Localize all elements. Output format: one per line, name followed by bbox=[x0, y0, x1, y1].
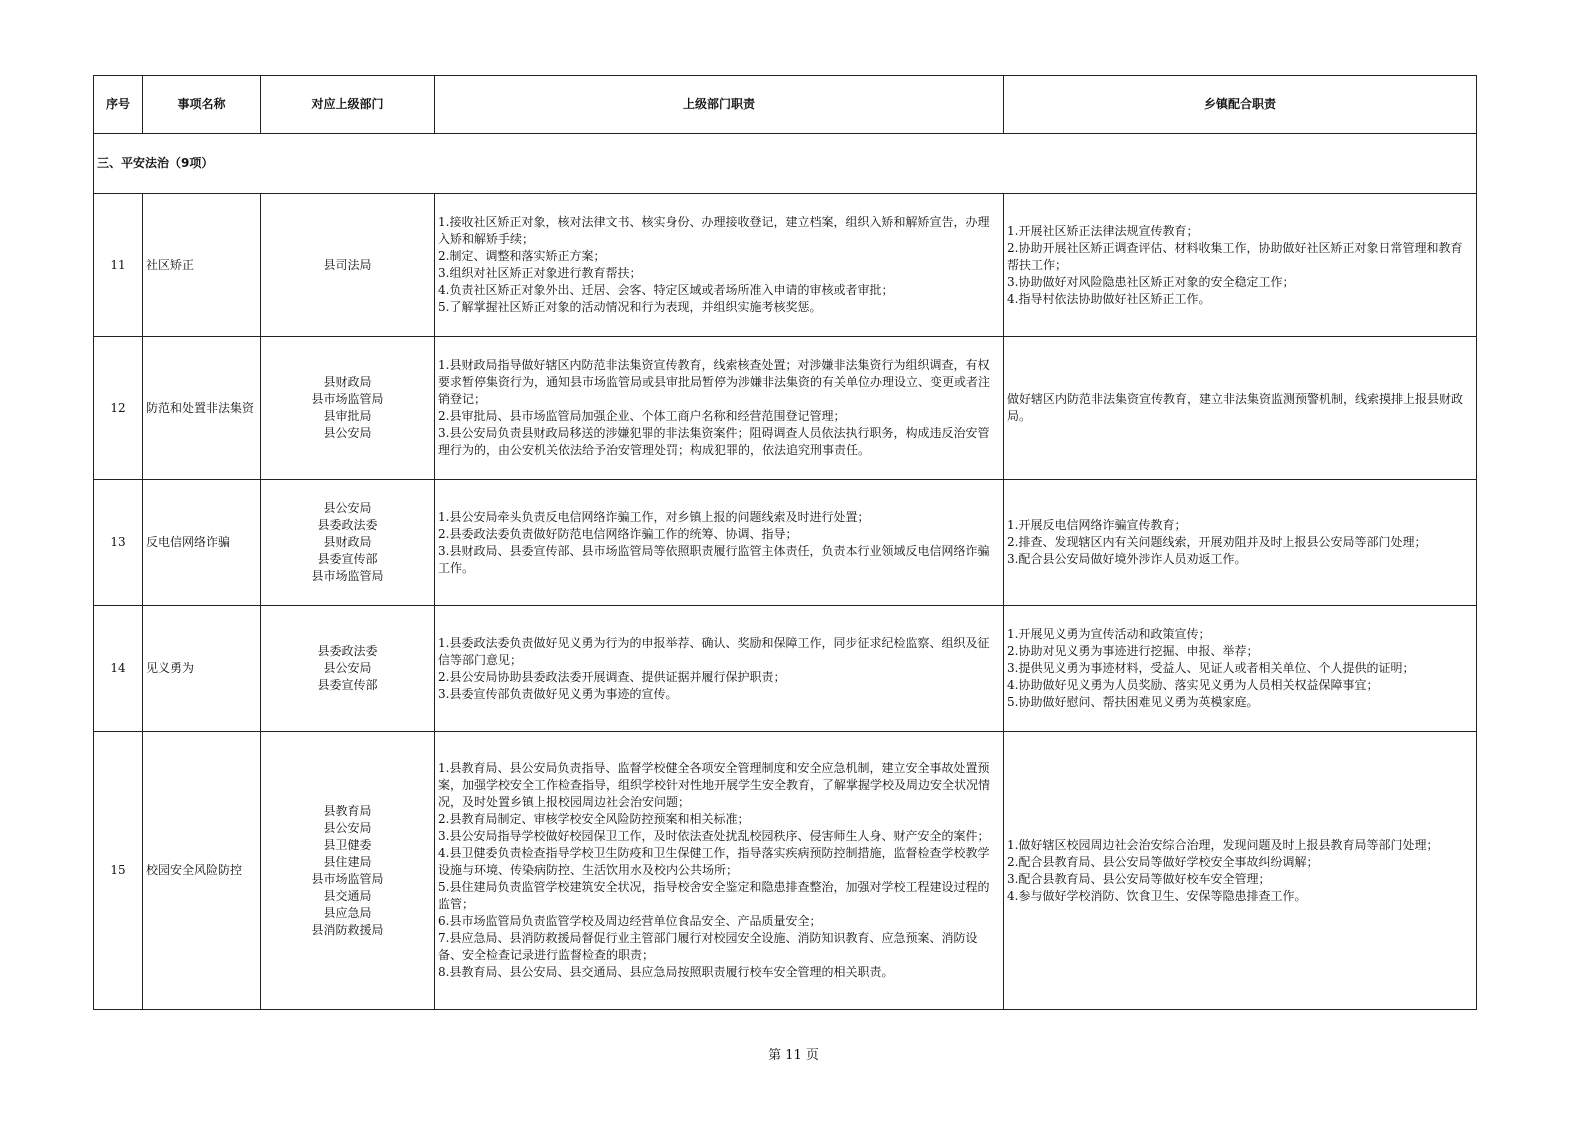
header-town-duties: 乡镇配合职责 bbox=[1004, 76, 1477, 134]
department-cell-line: 县住建局 bbox=[323, 854, 372, 869]
item-name: 见义勇为 bbox=[143, 606, 261, 732]
town-duties-cell bbox=[1004, 337, 1477, 480]
upper-duties-cell-line: 5.县住建局负责监管学校建筑安全状况，指导校舍安全鉴定和隐患排查整治，加强对学校工程建设过程的监管； bbox=[438, 880, 990, 911]
department-cell-line: 县公安局 bbox=[323, 501, 372, 515]
department-cell-line: 县司法局 bbox=[323, 257, 372, 272]
table-row bbox=[94, 337, 1477, 480]
item-name: 校园安全风险防控 bbox=[143, 732, 261, 1010]
town-duties-cell-line: 1.做好辖区校园周边社会治安综合治理，发现问题及时上报县教育局等部门处理； bbox=[1007, 837, 1439, 852]
upper-duties-cell-line: 2.制定、调整和落实矫正方案； bbox=[438, 249, 606, 263]
responsibility-table bbox=[93, 75, 1477, 1010]
department-cell-line: 县财政局 bbox=[323, 375, 372, 389]
upper-duties-cell-line: 1.县公安局牵头负责反电信网络诈骗工作，对乡镇上报的问题线索及时进行处置； bbox=[438, 509, 870, 524]
header-no: 序号 bbox=[94, 76, 143, 134]
town-duties-cell-line: 2.协助开展社区矫正调查评估、材料收集工作，协助做好社区矫正对象日常管理和教育帮扶工作； bbox=[1007, 240, 1463, 272]
department-cell bbox=[261, 480, 435, 606]
header-upper-duties: 上级部门职责 bbox=[435, 76, 1004, 134]
town-duties-cell-line: 1.开展反电信网络诈骗宣传教育； bbox=[1007, 518, 1187, 532]
row-number: 11 bbox=[94, 194, 143, 337]
upper-duties-cell bbox=[435, 194, 1004, 337]
item-name: 反电信网络诈骗 bbox=[143, 480, 261, 606]
town-duties-cell bbox=[1004, 732, 1477, 1010]
department-cell bbox=[261, 337, 435, 480]
town-duties-cell-line: 做好辖区内防范非法集资宣传教育，建立非法集资监测预警机制，线索摸排上报县财政局。 bbox=[1007, 392, 1464, 423]
upper-duties-cell-line: 5.了解掌握社区矫正对象的活动情况和行为表现，并组织实施考核奖惩。 bbox=[438, 300, 822, 314]
town-duties-cell-line: 4.协助做好见义勇为人员奖励、落实见义勇为人员相关权益保障事宜； bbox=[1007, 678, 1379, 692]
town-duties-cell-line: 4.参与做好学校消防、饮食卫生、安保等隐患排查工作。 bbox=[1007, 888, 1307, 903]
row-number: 15 bbox=[94, 732, 143, 1010]
upper-duties-cell-line: 1.接收社区矫正对象，核对法律文书、核实身份、办理接收登记，建立档案，组织入矫和解矫宣告，办理入矫和解矫手续； bbox=[438, 215, 990, 246]
upper-duties-cell bbox=[435, 480, 1004, 606]
department-cell-line: 县委政法委 bbox=[317, 644, 378, 658]
department-cell-line: 县公安局 bbox=[323, 426, 372, 440]
department-cell-line: 县消防救援局 bbox=[311, 922, 384, 937]
town-duties-cell-line: 2.协助对见义勇为事迹进行挖掘、申报、举荐； bbox=[1007, 644, 1259, 658]
upper-duties-cell-line: 2.县公安局协助县委政法委开展调查、提供证据并履行保护职责； bbox=[438, 669, 786, 684]
upper-duties-cell-line: 2.县委政法委负责做好防范电信网络诈骗工作的统筹、协调、指导； bbox=[438, 526, 798, 541]
department-cell-line: 县交通局 bbox=[323, 888, 372, 903]
department-cell-line: 县卫健委 bbox=[323, 837, 372, 852]
upper-duties-cell-line: 4.县卫健委负责检查指导学校卫生防疫和卫生保健工作，指导落实疾病预防控制措施，监督检查学校教学设施与环境、传染病防控、生活饮用水及校内公共场所； bbox=[438, 846, 990, 877]
department-cell-line: 县委宣传部 bbox=[317, 678, 378, 692]
header-row bbox=[94, 76, 1477, 134]
department-cell-line: 县财政局 bbox=[323, 535, 372, 549]
department-cell-line: 县公安局 bbox=[323, 820, 372, 835]
table-row bbox=[94, 732, 1477, 1010]
town-duties-cell-line: 3.提供见义勇为事迹材料，受益人、见证人或者相关单位、个人提供的证明； bbox=[1007, 661, 1415, 675]
upper-duties-cell-line: 1.县教育局、县公安局负责指导、监督学校健全各项安全管理制度和安全应急机制，建立安全事故处置预案，加强学校安全工作检查指导，组织学校针对性地开展学生安全教育，了解掌握学校及周边安全状况情况，及时处置乡镇上报校园周边社会治安问题； bbox=[438, 761, 991, 809]
upper-duties-cell-line: 8.县教育局、县公安局、县交通局、县应急局按照职责履行校车安全管理的相关职责。 bbox=[438, 965, 894, 979]
department-cell-line: 县审批局 bbox=[323, 409, 372, 423]
department-cell bbox=[261, 194, 435, 337]
page-number: 第 11 页 bbox=[768, 1048, 819, 1063]
upper-duties-cell-line: 3.县公安局负责县财政局移送的涉嫌犯罪的非法集资案件；阻碍调查人员依法执行职务，构成违反治安管理行为的，由公安机关依法给予治安管理处罚；构成犯罪的，依法追究刑事责任。 bbox=[438, 426, 990, 457]
town-duties-cell bbox=[1004, 194, 1477, 337]
upper-duties-cell-line: 2.县审批局、县市场监管局加强企业、个体工商户名称和经营范围登记管理； bbox=[438, 409, 846, 423]
department-cell-line: 县市场监管局 bbox=[311, 871, 384, 886]
town-duties-cell bbox=[1004, 606, 1477, 732]
row-number: 12 bbox=[94, 337, 143, 480]
town-duties-cell-line: 4.指导村依法协助做好社区矫正工作。 bbox=[1007, 291, 1211, 306]
upper-duties-cell-line: 7.县应急局、县消防救援局督促行业主管部门履行对校园安全设施、消防知识教育、应急预案、消防设备、安全检查记录进行监督检查的职责； bbox=[438, 931, 978, 962]
upper-duties-cell bbox=[435, 732, 1004, 1010]
upper-duties-cell bbox=[435, 337, 1004, 480]
item-name: 防范和处置非法集资 bbox=[143, 337, 261, 480]
town-duties-cell-line: 5.协助做好慰问、帮扶困难见义勇为英模家庭。 bbox=[1007, 695, 1259, 709]
town-duties-cell-line: 2.配合县教育局、县公安局等做好学校安全事故纠纷调解； bbox=[1007, 854, 1319, 869]
upper-duties-cell-line: 3.县财政局、县委宣传部、县市场监管局等依照职责履行监管主体责任，负责本行业领域反电信网络诈骗工作。 bbox=[438, 543, 990, 575]
upper-duties-cell-line: 3.组织对社区矫正对象进行教育帮扶； bbox=[438, 266, 642, 280]
department-cell bbox=[261, 732, 435, 1010]
town-duties-cell-line: 1.开展见义勇为宣传活动和政策宣传； bbox=[1007, 627, 1211, 641]
upper-duties-cell-line: 1.县委政法委负责做好见义勇为行为的申报举荐、确认、奖励和保障工作，同步征求纪检监察、组织及征信等部门意见； bbox=[438, 635, 990, 667]
town-duties-cell-line: 3.协助做好对风险隐患社区矫正对象的安全稳定工作； bbox=[1007, 274, 1295, 289]
table-row bbox=[94, 606, 1477, 732]
town-duties-cell-line: 3.配合县教育局、县公安局等做好校车安全管理； bbox=[1007, 871, 1271, 886]
row-number: 14 bbox=[94, 606, 143, 732]
department-cell-line: 县市场监管局 bbox=[311, 392, 384, 406]
department-cell-line: 县委政法委 bbox=[317, 518, 378, 532]
section-title: 三、平安法治（9项） bbox=[94, 134, 1477, 194]
department-cell-line: 县教育局 bbox=[323, 803, 372, 818]
upper-duties-cell-line: 3.县公安局指导学校做好校园保卫工作，及时依法查处扰乱校园秩序、侵害师生人身、财产安全的案件； bbox=[438, 829, 990, 843]
upper-duties-cell-line: 1.县财政局指导做好辖区内防范非法集资宣传教育，线索核查处置；对涉嫌非法集资行为组织调查，有权要求暂停集资行为，通知县市场监管局或县审批局暂停为涉嫌非法集资的有关单位办理设立、变更或者注销登记； bbox=[438, 358, 991, 406]
header-item-name: 事项名称 bbox=[143, 76, 261, 134]
section-row bbox=[94, 134, 1477, 194]
department-cell bbox=[261, 606, 435, 732]
row-number: 13 bbox=[94, 480, 143, 606]
upper-duties-cell-line: 4.负责社区矫正对象外出、迁居、会客、特定区域或者场所准入申请的审核或者审批； bbox=[438, 283, 894, 297]
town-duties-cell-line: 3.配合县公安局做好境外涉诈人员劝返工作。 bbox=[1007, 552, 1247, 566]
upper-duties-cell-line: 3.县委宣传部负责做好见义勇为事迹的宣传。 bbox=[438, 686, 678, 701]
department-cell-line: 县委宣传部 bbox=[317, 552, 378, 566]
table-row bbox=[94, 194, 1477, 337]
department-cell-line: 县公安局 bbox=[323, 661, 372, 675]
town-duties-cell-line: 1.开展社区矫正法律法规宣传教育； bbox=[1007, 223, 1199, 238]
upper-duties-cell-line: 2.县教育局制定、审核学校安全风险防控预案和相关标准； bbox=[438, 812, 750, 826]
upper-duties-cell-line: 6.县市场监管局负责监管学校及周边经营单位食品安全、产品质量安全； bbox=[438, 914, 822, 928]
header-department: 对应上级部门 bbox=[261, 76, 435, 134]
department-cell-line: 县应急局 bbox=[323, 905, 372, 920]
town-duties-cell-line: 2.排查、发现辖区内有关问题线索，开展劝阻并及时上报县公安局等部门处理； bbox=[1007, 535, 1427, 549]
town-duties-cell bbox=[1004, 480, 1477, 606]
department-cell-line: 县市场监管局 bbox=[311, 569, 384, 583]
upper-duties-cell bbox=[435, 606, 1004, 732]
item-name: 社区矫正 bbox=[143, 194, 261, 337]
table-row bbox=[94, 480, 1477, 606]
